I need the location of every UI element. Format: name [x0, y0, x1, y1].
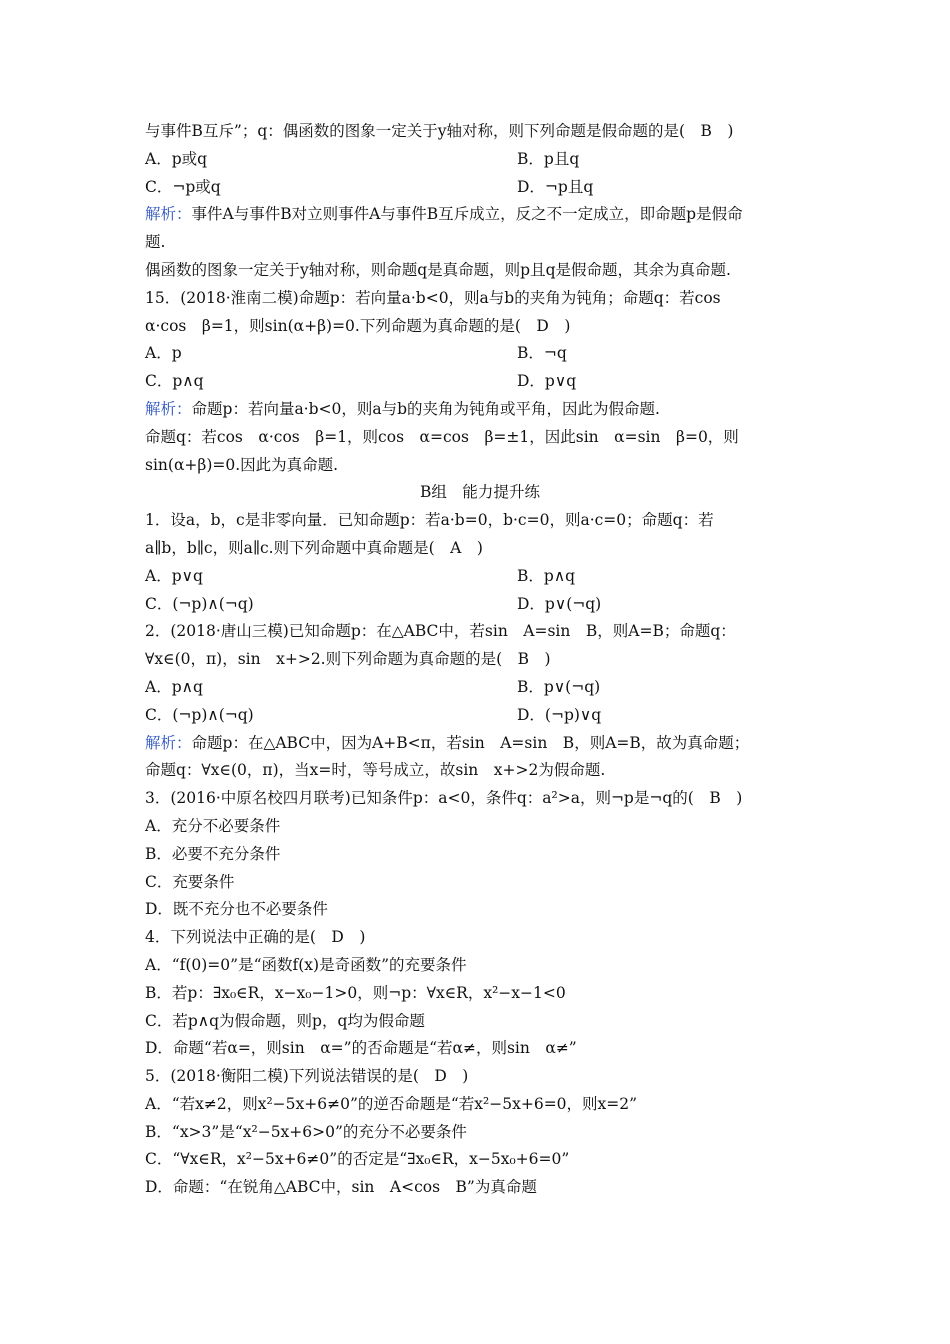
option-row: [145, 146, 815, 174]
text-line: 偶函数的图象一定关于y轴对称，则命题q是真命题，则p且q是假命题，其余为真命题.: [145, 260, 731, 279]
option-left: A．p∨q: [145, 566, 203, 585]
option-right: B．p且q: [517, 149, 580, 168]
option-row: [145, 591, 815, 619]
analysis-line: [145, 201, 815, 229]
text-line: 2．(2018·唐山三模)已知命题p：在△ABC中，若sin A=sin B，则A=B；命题q：: [145, 622, 736, 641]
text-line: A．充分不必要条件: [145, 816, 281, 835]
text-line: ∀x∈(0，π)，sin x+>2.则下列命题为真命题的是( B ): [145, 650, 551, 669]
option-row: [145, 340, 815, 368]
option-left: A．p或q: [145, 149, 208, 168]
text-line: 题.: [145, 233, 166, 252]
option-row: [145, 368, 815, 396]
text-line: A．“f(0)=0”是“函数f(x)是奇函数”的充要条件: [145, 955, 467, 974]
analysis-line: [145, 730, 815, 758]
analysis-text: 事件A与事件B对立则事件A与事件B互斥成立，反之不一定成立，即命题p是假命: [191, 205, 743, 224]
text-line: 1．设a，b，c是非零向量．已知命题p：若a·b=0，b·c=0，则a·c=0；命题q：若: [145, 511, 714, 530]
text-line: A．“若x≠2，则x²−5x+6≠0”的逆否命题是“若x²−5x+6=0，则x=2”: [145, 1094, 638, 1113]
analysis-label: 解析：: [145, 399, 192, 418]
analysis-text: 命题p：在△ABC中，因为A+B<π，若sin A=sin B，则A=B，故为真命题；: [191, 733, 750, 752]
text-line: a∥b，b∥c，则a∥c.则下列命题中真命题是( A ): [145, 538, 483, 557]
option-left: A．p∧q: [145, 677, 203, 696]
text-line: C．“∀x∈R，x²−5x+6≠0”的否定是“∃x₀∈R，x−5x₀+6=0”: [145, 1150, 570, 1169]
option-right: B．p∨(¬q): [517, 677, 601, 696]
option-left: A．p: [145, 344, 182, 363]
option-row: [145, 563, 815, 591]
text-line: 4．下列说法中正确的是( D ): [145, 928, 366, 947]
option-row: [145, 674, 815, 702]
document-content: [145, 118, 815, 1202]
analysis-text: 命题p：若向量a·b<0，则a与b的夹角为钝角或平角，因此为假命题.: [191, 399, 660, 418]
option-left: C．p∧q: [145, 372, 204, 391]
text-line: C．若p∧q为假命题，则p，q均为假命题: [145, 1011, 425, 1030]
text-line: C．充要条件: [145, 872, 235, 891]
text-line: sin(α+β)=0.因此为真命题.: [145, 455, 339, 474]
option-right: D．p∨(¬q): [517, 594, 602, 613]
option-left: C．(¬p)∧(¬q): [145, 594, 254, 613]
analysis-label: 解析：: [145, 733, 192, 752]
text-line: B．“x>3”是“x²−5x+6>0”的充分不必要条件: [145, 1122, 467, 1141]
option-right: D．p∨q: [517, 372, 577, 391]
option-right: D．¬p且q: [517, 177, 594, 196]
option-row: [145, 174, 815, 202]
section-heading: B组 能力提升练: [420, 483, 540, 502]
text-line: 5．(2018·衡阳二模)下列说法错误的是( D ): [145, 1067, 469, 1086]
text-line: D．命题：“在锐角△ABC中，sin A<cos B”为真命题: [145, 1178, 537, 1197]
text-line: D．命题“若α=，则sin α=”的否命题是“若α≠，则sin α≠”: [145, 1039, 577, 1058]
text-line: 命题q：∀x∈(0，π)，当x=时，等号成立，故sin x+>2为假命题.: [145, 761, 606, 780]
option-row: [145, 702, 815, 730]
text-line: B．若p：∃x₀∈R，x−x₀−1>0，则¬p：∀x∈R，x²−x−1<0: [145, 983, 566, 1002]
text-line: 15．(2018·淮南二模)命题p：若向量a·b<0，则a与b的夹角为钝角；命题q：若cos: [145, 288, 721, 307]
text-line: D．既不充分也不必要条件: [145, 900, 328, 919]
analysis-label: 解析：: [145, 205, 192, 224]
option-right: B．¬q: [517, 344, 567, 363]
text-line: B．必要不充分条件: [145, 844, 281, 863]
analysis-line: [145, 396, 815, 424]
option-right: D．(¬p)∨q: [517, 705, 602, 724]
text-line: 与事件B互斥”；q：偶函数的图象一定关于y轴对称，则下列命题是假命题的是( B ): [145, 122, 734, 140]
option-left: C．¬p或q: [145, 177, 221, 196]
option-right: B．p∧q: [517, 566, 576, 585]
text-line: α·cos β=1，则sin(α+β)=0.下列命题为真命题的是( D ): [145, 316, 571, 335]
text-line: 命题q：若cos α·cos β=1，则cos α=cos β=±1，因此sin α=sin β=0，则: [145, 427, 739, 446]
option-left: C．(¬p)∧(¬q): [145, 705, 254, 724]
text-line: 3．(2016·中原名校四月联考)已知条件p：a<0，条件q：a²>a，则¬p是¬q的( B ): [145, 789, 743, 808]
